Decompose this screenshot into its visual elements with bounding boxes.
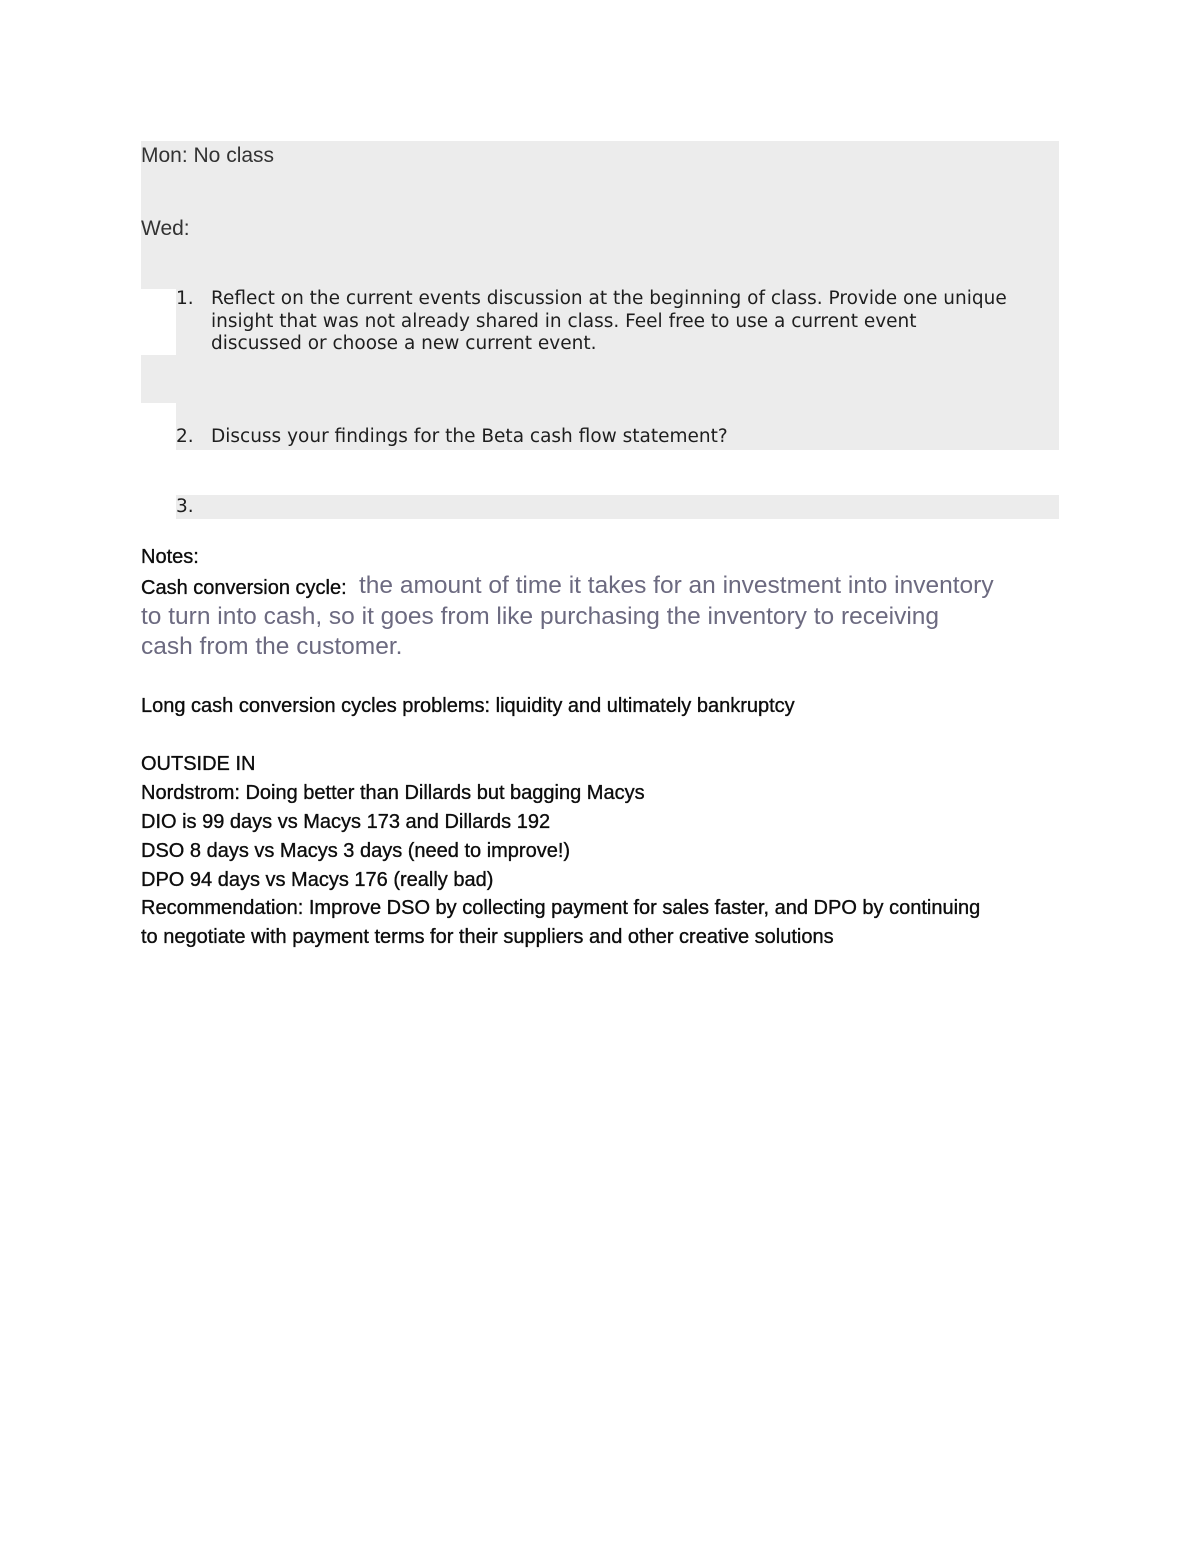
outside-in-line-dpo: DPO 94 days vs Macys 176 (really bad) xyxy=(141,869,494,891)
question-1-line-2: insight that was not already shared in class. Feel free to use a current event xyxy=(211,311,917,332)
question-2-line-1: Discuss your findings for the Beta cash flow statement? xyxy=(211,426,728,447)
agenda-shade-top xyxy=(141,141,1059,289)
outside-in-heading: OUTSIDE IN xyxy=(141,753,256,775)
question-3-number: 3. xyxy=(176,496,194,517)
question-1-line-1: Reflect on the current events discussion at the beginning of class. Provide one unique xyxy=(211,288,1007,309)
question-1-line-3: discussed or choose a new current event. xyxy=(211,333,597,354)
notes-heading: Notes: xyxy=(141,546,199,568)
monday-line: Mon: No class xyxy=(141,144,275,167)
outside-in-line-nordstrom: Nordstrom: Doing better than Dillards but bagging Macys xyxy=(141,782,645,804)
ccc-definition-line-2: to turn into cash, so it goes from like purchasing the inventory to receiving xyxy=(141,603,940,630)
ccc-label: Cash conversion cycle: xyxy=(141,577,347,599)
outside-in-line-dio: DIO is 99 days vs Macys 173 and Dillards 192 xyxy=(141,811,551,833)
outside-in-line-dso: DSO 8 days vs Macys 3 days (need to improve!) xyxy=(141,840,571,862)
ccc-definition-line-3: cash from the customer. xyxy=(141,633,403,660)
recommendation-line-2: to negotiate with payment terms for their suppliers and other creative solutions xyxy=(141,926,834,948)
ccc-definition-line-1: the amount of time it takes for an investment into inventory xyxy=(359,572,994,599)
question-2-number: 2. xyxy=(176,426,194,447)
agenda-shade-q3 xyxy=(176,495,1059,519)
question-1-number: 1. xyxy=(176,288,194,309)
long-ccc-note: Long cash conversion cycles problems: liquidity and ultimately bankruptcy xyxy=(141,695,795,717)
agenda-shade-gap xyxy=(141,355,1059,403)
recommendation-line-1: Recommendation: Improve DSO by collecting payment for sales faster, and DPO by continuing xyxy=(141,897,981,919)
wednesday-line: Wed: xyxy=(141,217,190,240)
